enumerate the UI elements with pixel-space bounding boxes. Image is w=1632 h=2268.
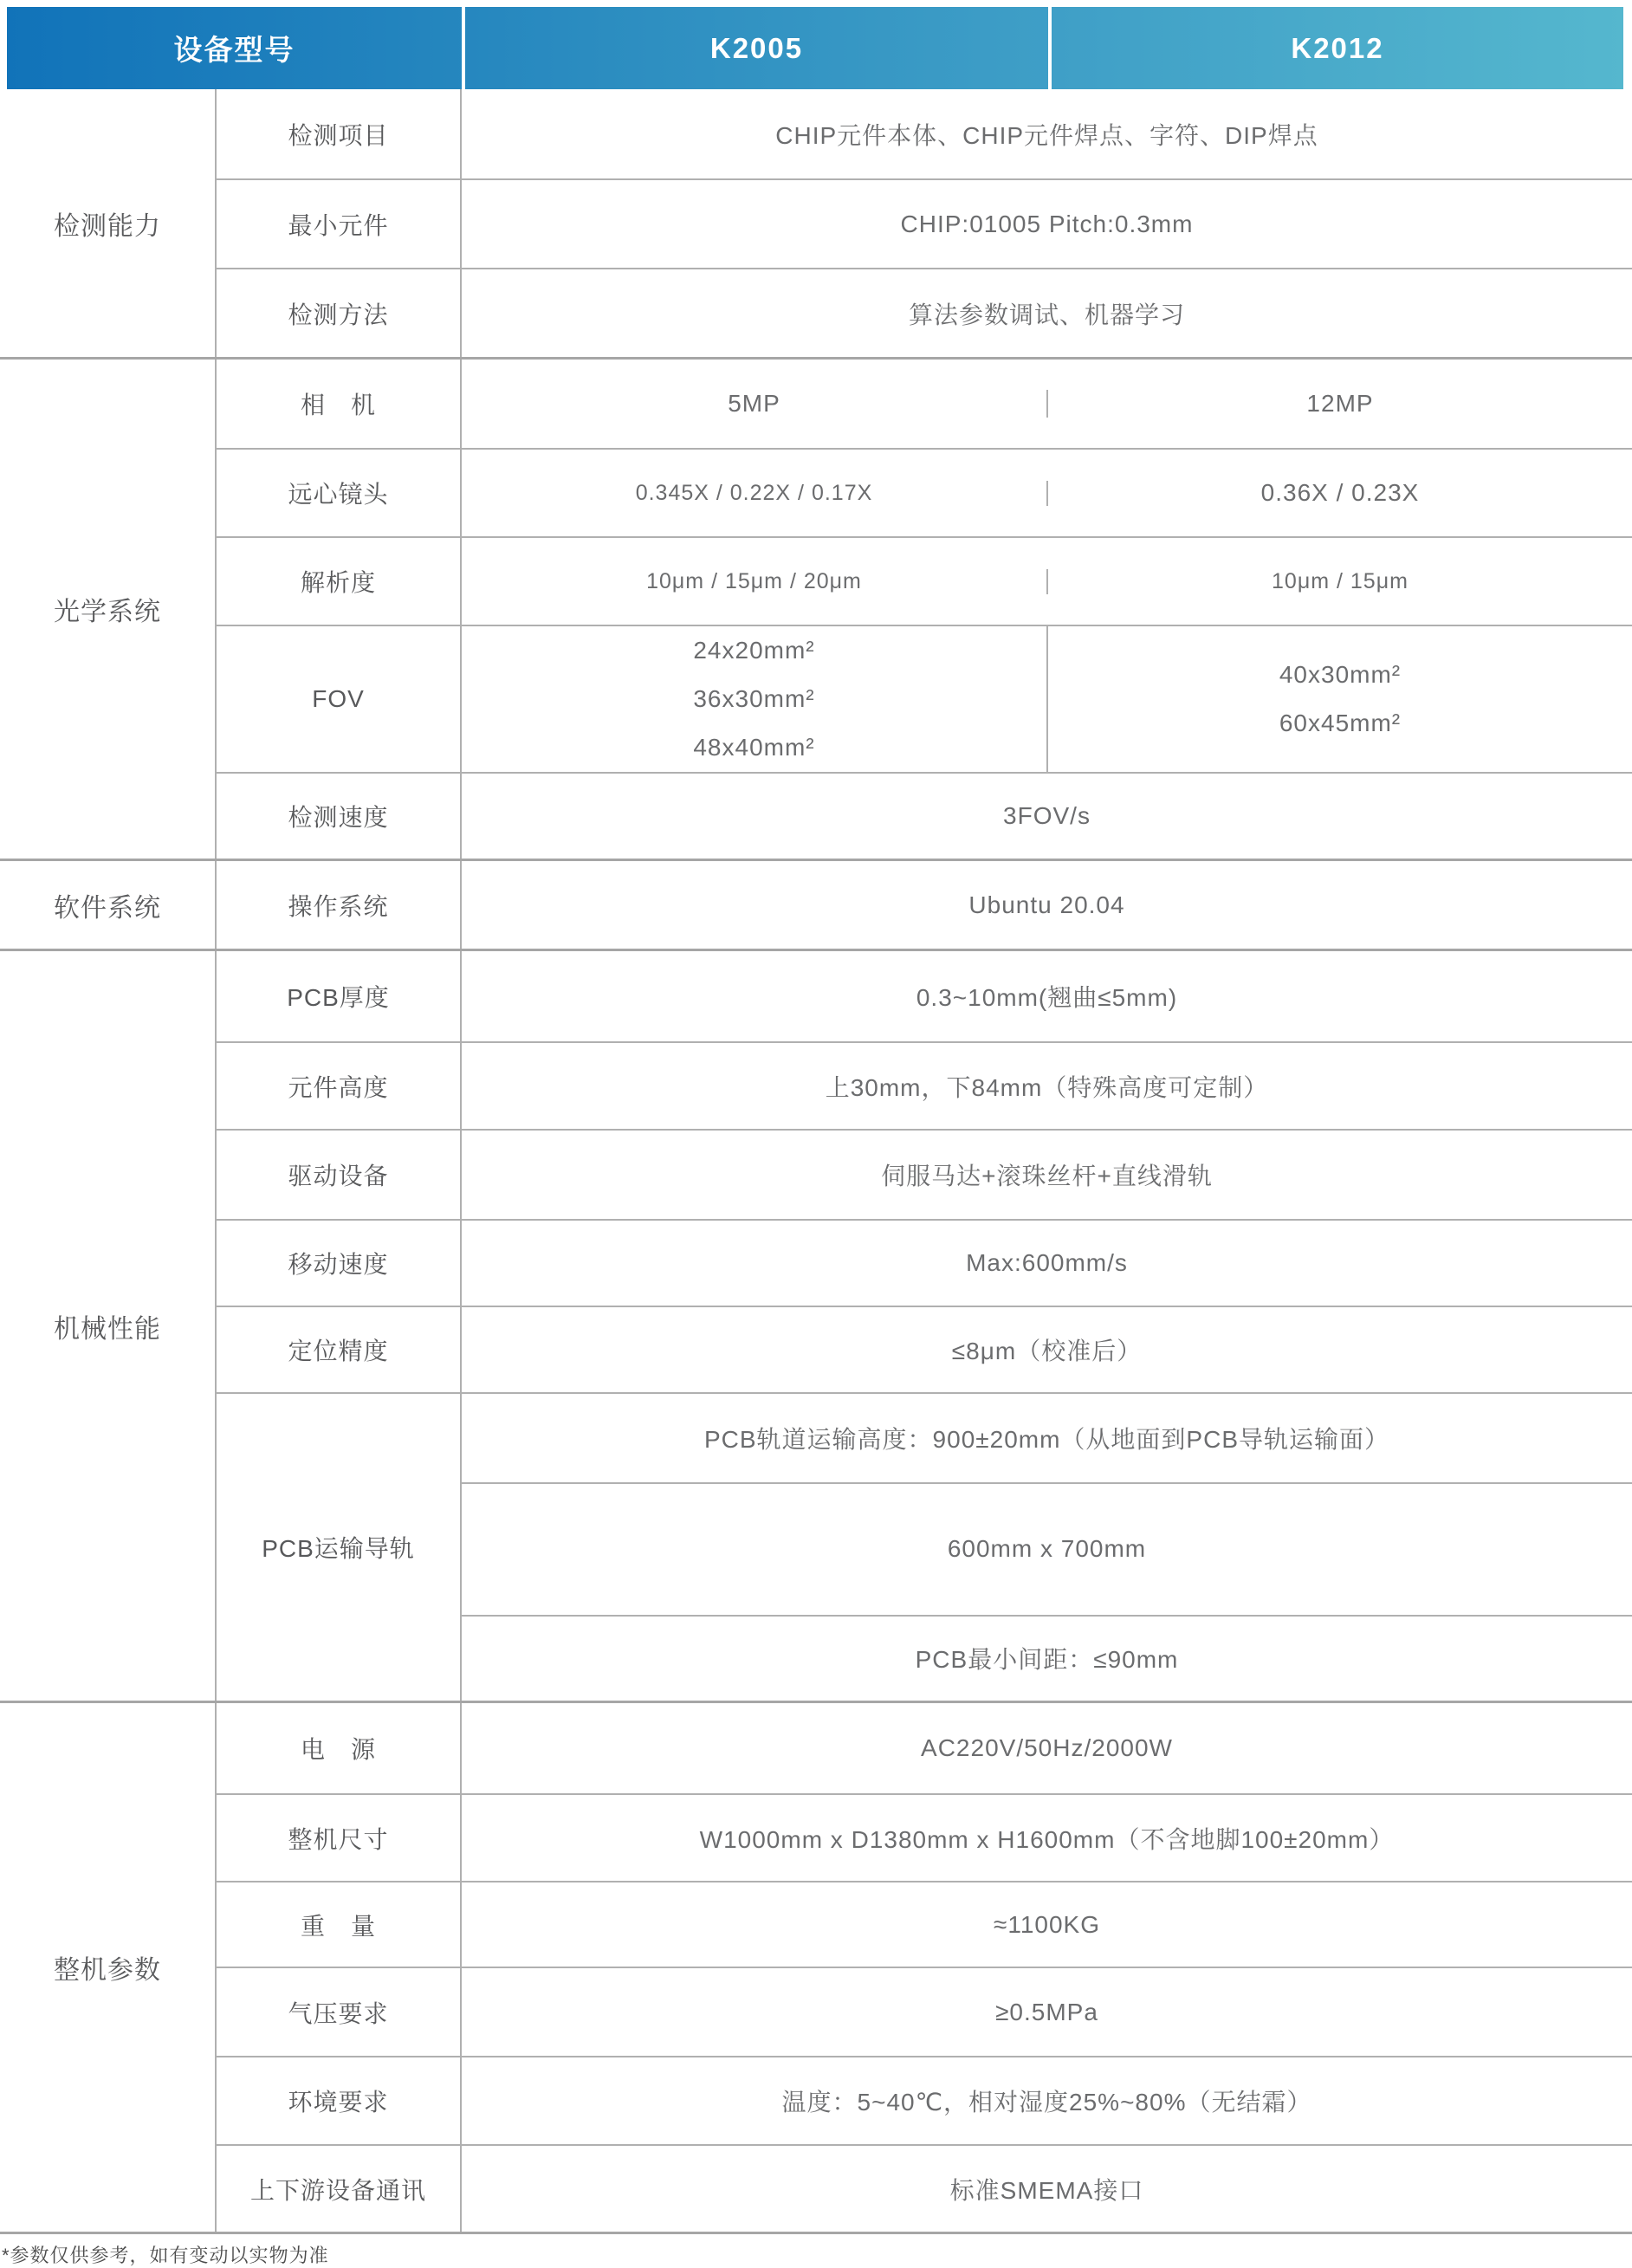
row-label: 相 机 bbox=[217, 360, 462, 448]
table-row bbox=[217, 89, 1632, 178]
category-label: 检测能力 bbox=[0, 89, 217, 357]
row-label: 检测方法 bbox=[217, 269, 462, 357]
row-value: Max:600mm/s bbox=[966, 1249, 1128, 1276]
header-column-k2012: K2012 bbox=[1291, 31, 1384, 64]
footnote: *参数仅供参考，如有变动以实物为准 bbox=[2, 2245, 329, 2266]
row-label: 最小元件 bbox=[217, 180, 462, 268]
row-label: 解析度 bbox=[217, 538, 462, 625]
table-row bbox=[217, 2056, 1632, 2144]
row-label: 元件高度 bbox=[217, 1043, 462, 1129]
row-value: 伺服马达+滚珠丝杆+直线滑轨 bbox=[881, 1163, 1213, 1189]
group-rows bbox=[217, 951, 1632, 1701]
pcb-rail-subrow: 600mm x 700mm bbox=[462, 1482, 1632, 1614]
table-row bbox=[217, 360, 1632, 448]
pcb-rail-subrows bbox=[462, 1394, 1632, 1701]
row-value: W1000mm x D1380mm x H1600mm（不含地脚100±20mm） bbox=[699, 1825, 1395, 1853]
row-value: ≤8μm（校准后） bbox=[951, 1338, 1143, 1364]
value-k2005: 10μm / 15μm / 20μm bbox=[462, 569, 1048, 594]
table-row-pcb-rail bbox=[217, 1392, 1632, 1701]
row-value: CHIP:01005 Pitch:0.3mm bbox=[900, 210, 1194, 237]
category-label: 软件系统 bbox=[0, 861, 217, 949]
table-row bbox=[217, 1703, 1632, 1793]
row-label: 驱动设备 bbox=[217, 1131, 462, 1219]
row-value: 上30mm，下84mm（特殊高度可定制） bbox=[825, 1073, 1269, 1101]
fov-value-line: 36x30mm² bbox=[693, 685, 815, 712]
group-optical-system bbox=[0, 357, 1632, 859]
category-label: 光学系统 bbox=[0, 360, 217, 859]
fov-value-line: 24x20mm² bbox=[693, 637, 815, 664]
group-rows bbox=[217, 1703, 1632, 2232]
value-k2005: 5MP bbox=[462, 390, 1048, 418]
table-row-fov bbox=[217, 625, 1632, 772]
group-detection-capability bbox=[0, 89, 1632, 357]
row-value: 温度：5~40℃，相对湿度25%~80%（无结霜） bbox=[781, 2089, 1312, 2116]
table-row bbox=[217, 178, 1632, 268]
row-value: ≥0.5MPa bbox=[995, 1998, 1098, 2025]
table-row bbox=[217, 1881, 1632, 1967]
table-row bbox=[217, 268, 1632, 357]
row-label: 电 源 bbox=[217, 1703, 462, 1793]
group-machine-parameters bbox=[0, 1701, 1632, 2234]
row-label: 检测项目 bbox=[217, 89, 462, 178]
value-k2005 bbox=[462, 626, 1048, 772]
row-label: 远心镜头 bbox=[217, 450, 462, 536]
row-label: 整机尺寸 bbox=[217, 1795, 462, 1881]
pcb-rail-subrow: PCB轨道运输高度：900±20mm（从地面到PCB导轨运输面） bbox=[703, 1426, 1390, 1454]
table-row bbox=[217, 1967, 1632, 2056]
value-k2005: 0.345X / 0.22X / 0.17X bbox=[462, 481, 1048, 506]
row-label: 重 量 bbox=[217, 1882, 462, 1967]
row-value: AC220V/50Hz/2000W bbox=[921, 1734, 1173, 1761]
value-k2012: 12MP bbox=[1306, 390, 1374, 417]
row-values bbox=[462, 360, 1632, 448]
table-row bbox=[217, 1219, 1632, 1306]
table-row bbox=[217, 1793, 1632, 1881]
table-row bbox=[217, 951, 1632, 1041]
row-value: 算法参数调试、机器学习 bbox=[908, 301, 1185, 328]
row-label: 气压要求 bbox=[217, 1968, 462, 2056]
row-value: 标准SMEMA接口 bbox=[949, 2176, 1144, 2204]
row-label: PCB厚度 bbox=[217, 951, 462, 1041]
table-row bbox=[217, 1041, 1632, 1129]
row-label: 环境要求 bbox=[217, 2057, 462, 2144]
table-header bbox=[7, 7, 1623, 89]
row-values bbox=[462, 626, 1632, 772]
table-row bbox=[217, 1306, 1632, 1392]
row-label: 操作系统 bbox=[217, 861, 462, 949]
row-value: Ubuntu 20.04 bbox=[968, 891, 1125, 918]
group-rows bbox=[217, 861, 1632, 949]
group-rows bbox=[217, 360, 1632, 859]
value-k2012 bbox=[1048, 651, 1632, 748]
category-label: 机械性能 bbox=[0, 951, 217, 1701]
group-mechanical-performance bbox=[0, 949, 1632, 1701]
fov-value-line: 60x45mm² bbox=[1279, 710, 1402, 736]
group-software-system bbox=[0, 859, 1632, 949]
table-row bbox=[217, 772, 1632, 859]
row-label: FOV bbox=[217, 626, 462, 772]
row-value: 0.3~10mm(翘曲≤5mm) bbox=[916, 984, 1178, 1011]
pcb-rail-subrow: PCB最小间距：≤90mm bbox=[462, 1615, 1632, 1701]
row-value: 3FOV/s bbox=[1003, 802, 1091, 829]
fov-value-line: 48x40mm² bbox=[693, 734, 815, 761]
table-row bbox=[217, 2144, 1632, 2232]
row-value: CHIP元件本体、CHIP元件焊点、字符、DIP焊点 bbox=[775, 121, 1318, 149]
fov-value-line: 40x30mm² bbox=[1279, 661, 1402, 688]
row-values bbox=[462, 538, 1632, 625]
table-row bbox=[217, 1129, 1632, 1219]
table-row bbox=[217, 536, 1632, 625]
row-label: PCB运输导轨 bbox=[217, 1394, 462, 1701]
row-label: 上下游设备通讯 bbox=[217, 2146, 462, 2232]
row-label: 移动速度 bbox=[217, 1221, 462, 1306]
row-label: 检测速度 bbox=[217, 774, 462, 859]
header-device-model: 设备型号 bbox=[173, 34, 295, 66]
row-value: ≈1100KG bbox=[993, 1910, 1101, 1938]
category-label: 整机参数 bbox=[0, 1703, 217, 2232]
group-rows bbox=[217, 89, 1632, 357]
table-row bbox=[217, 861, 1632, 949]
value-k2012: 0.36X / 0.23X bbox=[1260, 479, 1420, 506]
table-row bbox=[217, 448, 1632, 536]
spec-sheet bbox=[0, 7, 1632, 2266]
value-k2012: 10μm / 15μm bbox=[1272, 568, 1409, 593]
row-values bbox=[462, 450, 1632, 536]
row-label: 定位精度 bbox=[217, 1307, 462, 1392]
header-column-k2005: K2005 bbox=[709, 31, 804, 64]
